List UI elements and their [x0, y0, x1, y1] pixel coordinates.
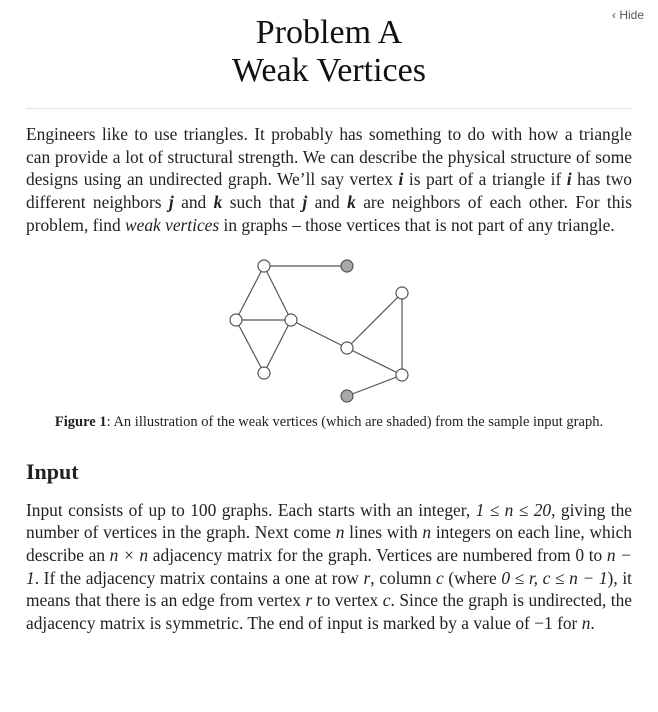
intro-text: such that — [222, 192, 303, 213]
input-text: integers on each line, which describe an — [26, 522, 632, 565]
problem-title — [0, 14, 658, 90]
graph-vertex — [396, 369, 408, 381]
caption-label: Figure 1 — [54, 413, 107, 430]
math-r: r — [363, 567, 371, 588]
caption-text: : An illustration of the weak vertices (which are shaded) from the sample input graph. — [106, 413, 604, 430]
graph-figure — [0, 253, 658, 431]
math-neg-1: −1 — [534, 613, 553, 634]
input-text: ), it means that there is an edge from vertex — [26, 567, 632, 611]
intro-text: is part of a triangle if — [403, 169, 567, 190]
input-text: adjacency matrix for the graph. Vertices are numbered from — [148, 544, 576, 565]
math-n: n — [335, 522, 345, 543]
math-condition: 1 ≤ n ≤ 20 — [475, 499, 552, 520]
math-100: 100 — [190, 499, 217, 520]
graph-edge — [347, 375, 402, 396]
math-n: n — [422, 522, 432, 543]
math-r: r — [305, 590, 313, 611]
math-i: i — [398, 169, 404, 190]
math-c: c — [382, 590, 391, 611]
graph-vertex — [230, 314, 242, 326]
graph-vertex — [258, 260, 270, 272]
weak-vertices-emphasis: weak vertices — [125, 214, 220, 235]
input-text: to vertex — [312, 590, 383, 611]
graph-edge — [236, 320, 264, 373]
graph-edge — [264, 266, 291, 320]
math-i: i — [566, 169, 572, 190]
graph-illustration — [229, 253, 429, 403]
graph-edge — [291, 320, 347, 348]
title-line-2: Weak Vertices — [232, 52, 426, 89]
math-j: j — [168, 192, 174, 213]
input-text: . If the adjacency matrix contains a one at row — [34, 567, 364, 588]
graph-vertex — [396, 287, 408, 299]
math-j: j — [302, 192, 308, 213]
math-condition-2: 0 ≤ r, c ≤ n − 1 — [501, 567, 608, 588]
input-text: , giving the number of vertices in the graph. Next come — [26, 499, 632, 543]
title-divider — [26, 108, 632, 109]
input-text: (where — [443, 567, 502, 588]
math-nxn: n × n — [109, 544, 149, 565]
input-text: lines with — [344, 522, 423, 543]
graph-edge — [347, 348, 402, 375]
intro-text: and — [307, 192, 348, 213]
hide-link[interactable]: ‹ Hide — [611, 8, 644, 22]
graph-vertex — [341, 342, 353, 354]
math-c: c — [436, 567, 444, 588]
graph-vertex — [285, 314, 297, 326]
graph-vertex — [258, 367, 270, 379]
input-heading: Input — [26, 458, 79, 484]
input-text: . Since the graph is undirected, the adjacency matrix is symmetric. The end of input is marked by a value of — [26, 590, 633, 634]
math-k: k — [347, 192, 356, 213]
input-paragraph — [26, 499, 632, 635]
graph-edge — [264, 320, 291, 373]
intro-text: has two different neighbors — [26, 169, 632, 213]
graph-vertex-weak — [341, 390, 353, 402]
intro-text: in graphs – those vertices that is not part of any triangle. — [219, 214, 615, 235]
math-zero: 0 — [575, 544, 585, 565]
intro-text: are neighbors of each other. For this problem, find — [26, 192, 633, 235]
input-text: for — [552, 613, 582, 634]
math-k: k — [213, 192, 223, 213]
input-text: graphs. Each starts with an integer, — [216, 499, 476, 520]
math-n-minus-1: n − 1 — [26, 544, 632, 588]
graph-edge — [347, 293, 402, 348]
title-line-1: Problem A — [255, 14, 403, 51]
intro-text: and — [173, 192, 214, 213]
input-text: Input consists of up to — [26, 499, 191, 520]
graph-vertex-weak — [341, 260, 353, 272]
graph-edge — [236, 266, 264, 320]
figure-caption — [26, 413, 632, 431]
input-text: . — [590, 613, 595, 634]
input-text: to — [584, 544, 607, 565]
math-n: n — [581, 613, 591, 634]
input-text: , column — [370, 567, 437, 588]
intro-paragraph — [26, 123, 632, 237]
intro-text: Engineers like to use triangles. It probably has something to do with how a triangle can provide a lot of structural strength. We can describe the physical structure of some designs using an undirected graph. We’ll say vertex — [26, 124, 632, 190]
